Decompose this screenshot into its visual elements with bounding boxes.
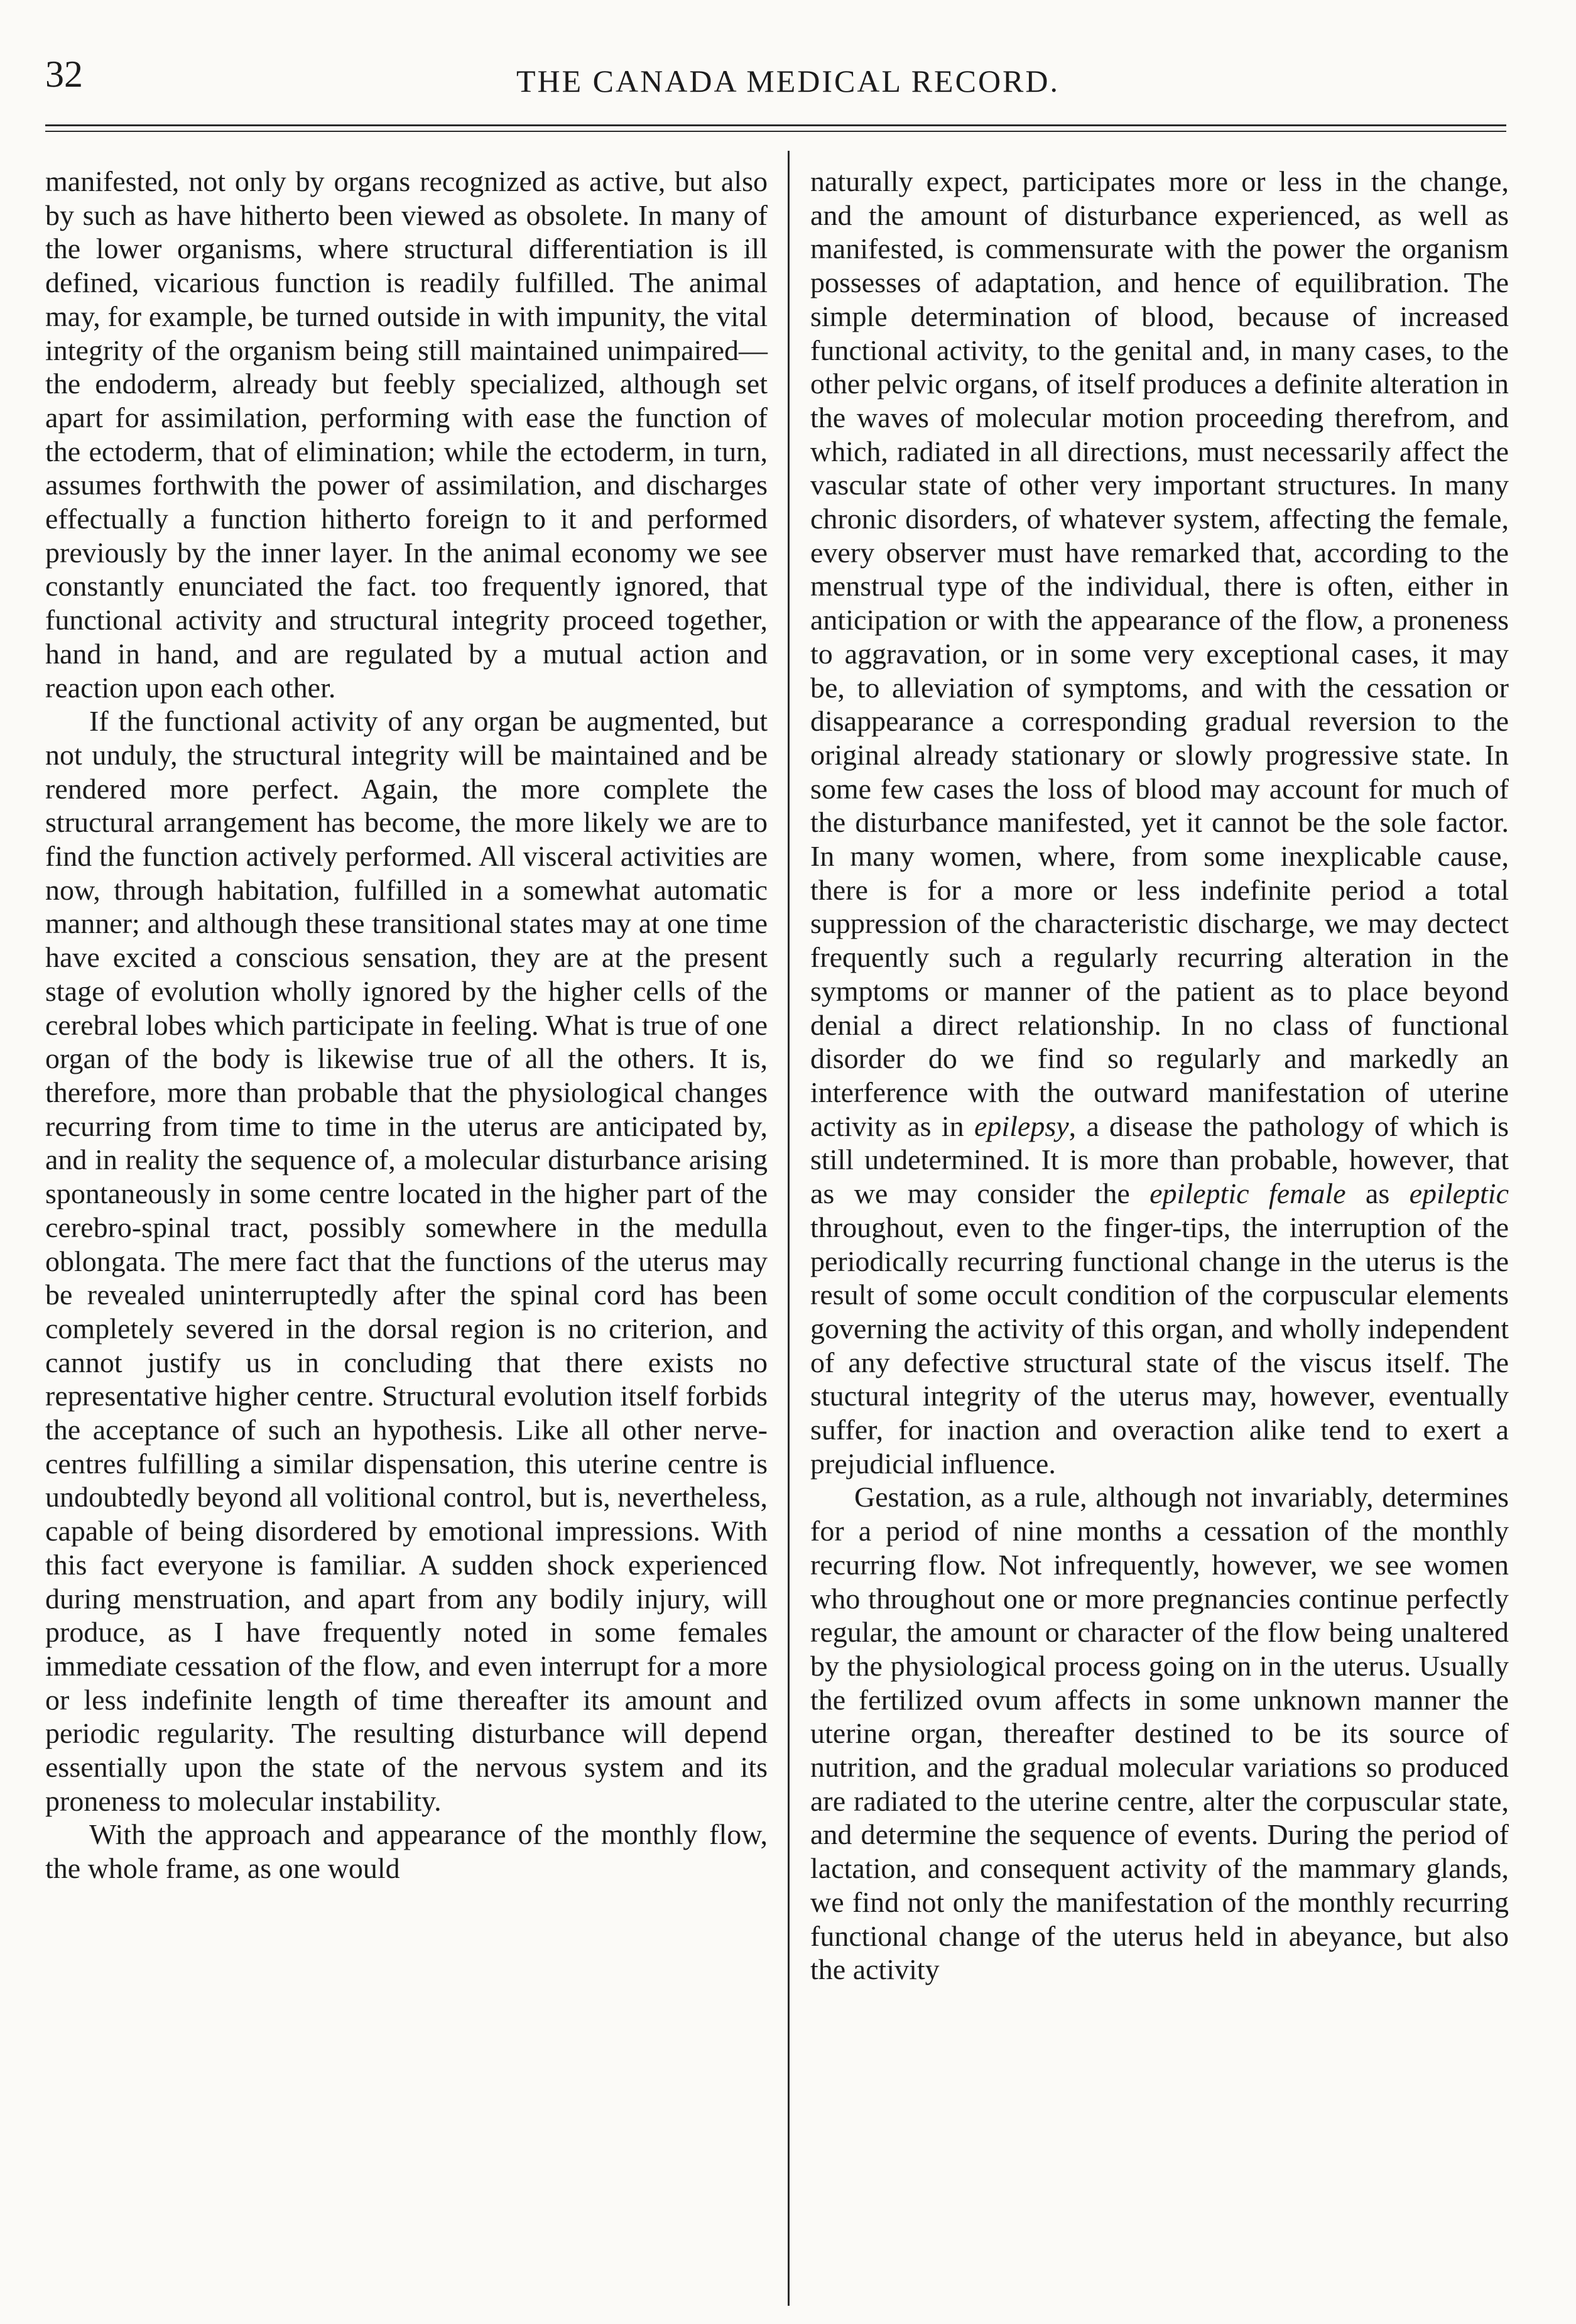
paragraph: If the functional activity of any organ be augmented, but not unduly, the structural integrity will be maintained and be rendered more perfect. Again, the more complete the structural arrangement has become, the more likely we are to find the function actively performed. All visceral activities are now, through habitation, fulfilled in a somewhat automatic manner; and although these transitional states may at one time have excited a conscious sensation, they are at the present stage of evolution wholly ignored by the higher cells of the cerebral lobes which participate in feeling. What is true of one organ of the body is likewise true of all the others. It is, therefore, more than probable that the physiological changes recurring from time to time in the uterus are anticipated by, and in reality the sequence of, a molecular disturbance arising spontaneously in some centre located in the higher part of the cerebro-spinal tract, possibly somewhere in the medulla oblongata. The mere fact that the functions of the uterus may be revealed uninterruptedly after the spinal cord has been completely severed in the dorsal region is no criterion, and cannot justify us in concluding that there exists no representative higher centre. Structural evolution itself forbids the acceptance of such an hypothesis. Like all other nerve-centres fulfilling a similar dispensation, this uterine centre is undoubtedly beyond all volitional control, but is, nevertheless, capable of being disordered by emotional impressions. With this fact everyone is familiar. A sudden shock experienced during menstruation, and apart from any bodily injury, will produce, as I have frequently noted in some females immediate cessation of the flow, and even interrupt for a more or less indefinite length of time thereafter its amount and periodic regularity. The resulting disturbance will depend essentially upon the state of the nervous system and its proneness to molecular instability.	[45, 705, 768, 1817]
text-run: throughout, even to the finger-tips, the interruption of the periodically recurring functional change in the uterus is the result of some occult condition of the corpuscular elements governing the activity of this organ, and wholly independent of any defective structural state of the viscus itself. The stuctural integrity of the uterus may, however, eventually suffer, for inaction and overaction alike tend to exert a prejudicial influence.	[810, 1211, 1509, 1480]
text-run: as	[1365, 1177, 1390, 1210]
italic-term: epileptic	[1409, 1177, 1509, 1210]
column-divider	[788, 151, 790, 2306]
right-column	[810, 165, 1509, 1987]
running-head: THE CANADA MEDICAL RECORD.	[516, 63, 1060, 99]
left-column	[45, 165, 768, 1885]
paragraph: With the approach and appearance of the monthly flow, the whole frame, as one would	[45, 1818, 768, 1885]
text-run: naturally expect, participates more or less in the change, and the amount of disturbance experienced, as well as manifested, is commensurate with the power the organism possesses of adaptation, and hence of equilibration. The simple determination of blood, because of increased functional activity, to the genital and, in many cases, to the other pelvic organs, of itself produces a definite alteration in the waves of molecular motion proceeding therefrom, and which, radiated in all directions, must necessarily affect the vascular state of other very important structures. In many chronic disorders, of whatever system, affecting the female, every observer must have remarked that, according to the menstrual type of the individual, there is often, either in anticipation or with the appearance of the flow, a proneness to aggravation, or in some very exceptional cases, it may be, to alleviation of symptoms, and with the cessation or disappearance a corresponding gradual reversion to the original already stationary or slowly progressive state. In some few cases the loss of blood may account for much of the disturbance manifested, yet it cannot be the sole factor. In many women, where, from some inexplicable cause, there is for a more or less indefinite period a total suppression of the characteristic discharge, we may dectect frequently such a regularly recurring alteration in the symptoms or manner of the patient as to place beyond denial a direct relationship. In no class of functional disorder do we find so regularly and markedly an interference with the outward manifestation of uterine activity as in	[810, 165, 1509, 1142]
page-number: 32	[45, 53, 83, 95]
italic-term: epileptic female	[1149, 1177, 1346, 1210]
italic-term: epilepsy	[974, 1110, 1069, 1142]
paragraph: Gestation, as a rule, although not invariably, determines for a period of nine months a cessation of the monthly recurring flow. Not infrequently, however, we see women who throughout one or more pregnancies continue perfectly regular, the amount or character of the flow being unaltered by the physiological process going on in the uterus. Usually the fertilized ovum affects in some unknown manner the uterine organ, thereafter destined to be its source of nutrition, and the gradual molecular variations so produced are radiated to the uterine centre, alter the corpuscular state, and determine the sequence of events. During the period of lactation, and consequent activity of the mammary glands, we find not only the manifestation of the monthly recurring functional change of the uterus held in abeyance, but also the activity	[810, 1481, 1509, 1986]
paragraph: manifested, not only by organs recognized as active, but also by such as have hitherto been viewed as obsolete. In many of the lower organisms, where structural differentiation is ill defined, vicarious function is readily fulfilled. The animal may, for example, be turned outside in with impunity, the vital integrity of the organism being still maintained unimpaired—the endoderm, already but feebly specialized, although set apart for assimilation, performing with ease the function of the ectoderm, that of elimination; while the ectoderm, in turn, assumes forthwith the power of assimilation, and discharges effectually a function hitherto foreign to it and performed previously by the inner layer. In the animal economy we see constantly enunciated the fact. too frequently ignored, that functional activity and structural integrity proceed together, hand in hand, and are regulated by a mutual action and reaction upon each other.	[45, 165, 768, 704]
header-rule-thin	[45, 131, 1506, 132]
paragraph	[810, 165, 1509, 1480]
header-rule	[45, 124, 1506, 126]
text-run: , a disease the pathology of which is still undetermined. It is more than probable, however, that as we may consider the	[810, 1110, 1509, 1210]
